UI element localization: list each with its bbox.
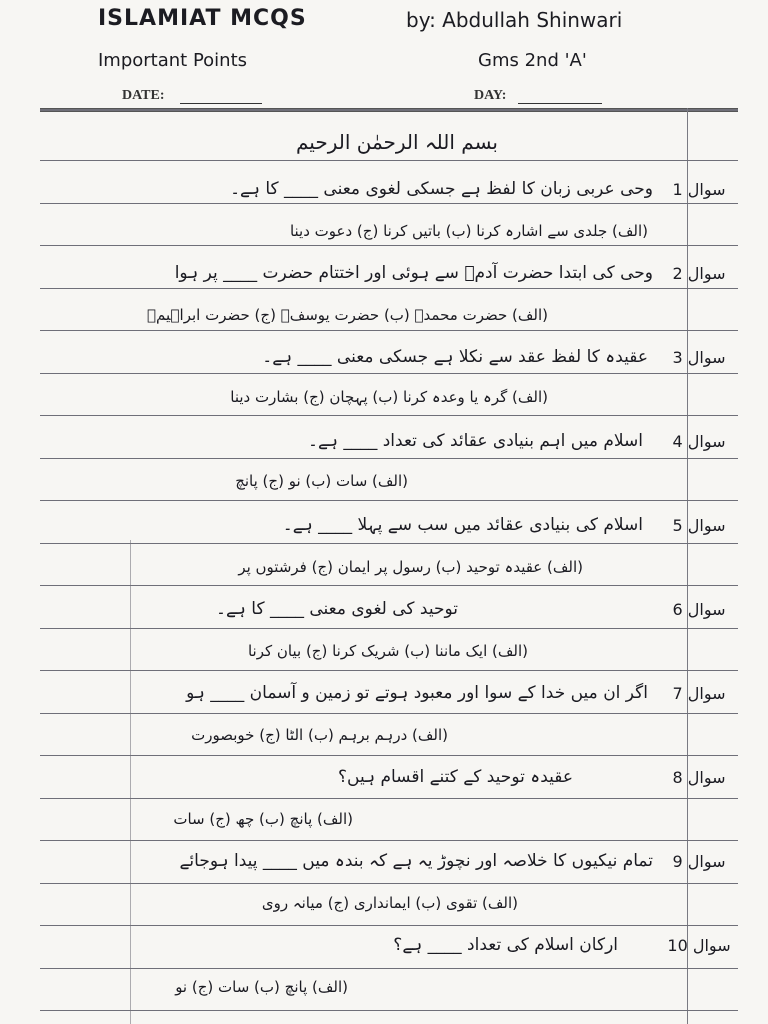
ruled-line xyxy=(40,288,738,289)
question-options: (الف) گرہ یا وعدہ کرنا (ب) پہچان (ج) بشارت دینا xyxy=(230,388,548,406)
question-number: سوال 4 xyxy=(672,432,726,451)
ruled-line xyxy=(40,500,738,501)
question-text: عقیدہ توحید کے کتنے اقسام ہیں؟ xyxy=(338,767,573,787)
ruled-line xyxy=(40,415,738,416)
ruled-line xyxy=(40,543,738,544)
question-number: سوال 2 xyxy=(672,264,726,283)
day-label: DAY: xyxy=(474,88,507,103)
question-options: (الف) حضرت محمدؐ (ب) حضرت یوسفؑ (ج) حضرت ابراہیمؑ xyxy=(147,306,548,324)
question-text: تمام نیکیوں کا خلاصہ اور نچوڑ یہ ہے کہ بندہ میں ____ پیدا ہوجائے xyxy=(179,851,653,871)
question-text: اسلام کی بنیادی عقائد میں سب سے پہلا ____ ہے۔ xyxy=(282,515,643,535)
ruled-line xyxy=(40,755,738,756)
ruled-line xyxy=(40,840,738,841)
ruled-line xyxy=(40,373,738,374)
ruled-line xyxy=(40,670,738,671)
header-rule xyxy=(40,108,738,112)
question-options: (الف) پانچ (ب) چھ (ج) سات xyxy=(173,810,353,828)
question-options: (الف) سات (ب) نو (ج) پانچ xyxy=(235,472,408,490)
ruled-line xyxy=(40,628,738,629)
ruled-line xyxy=(40,798,738,799)
date-line xyxy=(180,103,262,104)
question-text: عقیدہ کا لفظ عقد سے نکلا ہے جسکی معنی ____ ہے۔ xyxy=(262,347,648,367)
ruled-line xyxy=(40,585,738,586)
ruled-line xyxy=(40,713,738,714)
ruled-line xyxy=(40,330,738,331)
question-text: اسلام میں اہم بنیادی عقائد کی تعداد ____ ہے۔ xyxy=(308,431,643,451)
ruled-line xyxy=(40,458,738,459)
class-label: Gms 2nd 'A' xyxy=(478,50,587,71)
ruled-line xyxy=(40,968,738,969)
question-number: سوال 6 xyxy=(672,600,726,619)
question-text: توحید کی لغوی معنی ____ کا ہے۔ xyxy=(216,599,458,619)
question-number: سوال 10 xyxy=(667,936,731,955)
question-text: اگر ان میں خدا کے سوا اور معبود ہوتے تو زمین و آسمان ____ ہو xyxy=(186,683,648,703)
page-subtitle: Important Points xyxy=(98,50,248,71)
left-margin-line xyxy=(130,540,131,1024)
question-text: وحی عربی زبان کا لفظ ہے جسکی لغوی معنی ____ کا ہے۔ xyxy=(230,179,653,199)
question-text: وحی کی ابتدا حضرت آدمؑ سے ہوئی اور اختتام حضرت ____ پر ہوا xyxy=(174,263,653,283)
question-number: سوال 7 xyxy=(672,684,726,703)
ruled-line xyxy=(40,1010,738,1011)
ruled-line xyxy=(40,883,738,884)
question-number: سوال 3 xyxy=(672,348,726,367)
question-options: (الف) تقوی (ب) ایمانداری (ج) میانہ روی xyxy=(261,894,518,912)
author-name: by: Abdullah Shinwari xyxy=(406,8,623,32)
question-text: ارکان اسلام کی تعداد ____ ہے؟ xyxy=(393,935,618,955)
question-options: (الف) ایک ماننا (ب) شریک کرنا (ج) بیان کرنا xyxy=(247,642,528,660)
question-number: سوال 1 xyxy=(672,180,726,199)
page-title: ISLAMIAT MCQS xyxy=(98,6,307,31)
question-options: (الف) عقیدہ توحید (ب) رسول پر ایمان (ج) فرشتوں پر xyxy=(238,558,583,576)
ruled-line xyxy=(40,245,738,246)
ruled-line xyxy=(40,160,738,161)
question-number: سوال 8 xyxy=(672,768,726,787)
question-options: (الف) درہم برہم (ب) الٹا (ج) خوبصورت xyxy=(191,726,448,744)
question-options: (الف) جلدی سے اشارہ کرنا (ب) باتیں کرنا (ج) دعوت دینا xyxy=(289,222,648,240)
ruled-line xyxy=(40,925,738,926)
basmala: بسم اللہ الرحمٰن الرحیم xyxy=(295,130,498,154)
ruled-line xyxy=(40,203,738,204)
day-line xyxy=(518,103,602,104)
question-number: سوال 9 xyxy=(672,852,726,871)
date-label: DATE: xyxy=(122,88,165,103)
question-options: (الف) پانچ (ب) سات (ج) نو xyxy=(175,978,348,996)
question-number: سوال 5 xyxy=(672,516,726,535)
